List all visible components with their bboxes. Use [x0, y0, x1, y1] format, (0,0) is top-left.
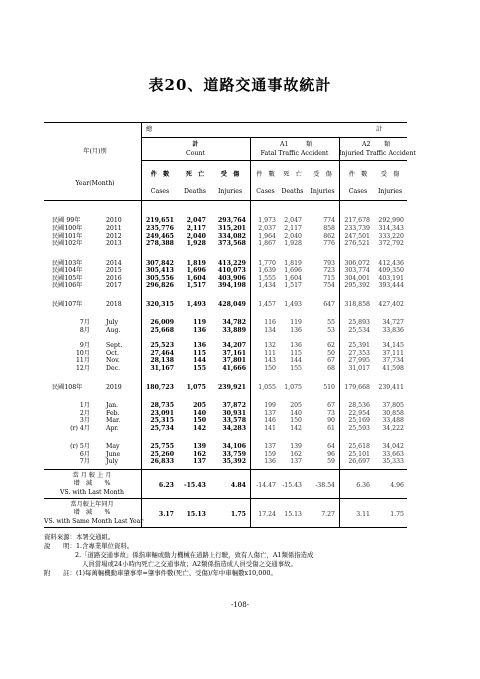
- row-label-en: 2016: [106, 275, 122, 282]
- table-cell: 1,075: [186, 384, 206, 391]
- table-cell: 25,668: [150, 327, 174, 334]
- row-label-zh: (r) 5月: [70, 443, 90, 450]
- table-cell: 413,229: [218, 260, 246, 267]
- compare-year-label-zh2: 增 減 %: [73, 509, 111, 516]
- header-a1: A1: [280, 141, 289, 148]
- table-cell: 754: [323, 282, 335, 289]
- table-cell: 34,106: [222, 443, 246, 450]
- table-cell: 1,770: [258, 260, 276, 267]
- row-label-en: Jan.: [106, 402, 119, 409]
- table-cell: 372,792: [378, 240, 404, 247]
- table-cell: 25,593: [348, 425, 370, 432]
- table-cell: 115: [290, 350, 302, 357]
- table-cell: 1,867: [258, 240, 276, 247]
- table-cell: 28,536: [348, 402, 370, 409]
- table-cell: 858: [323, 225, 335, 232]
- row-label-en: Apr.: [106, 425, 119, 432]
- header-total: 總: [146, 126, 153, 133]
- compare-year-label-zh1: 當月較上年同月: [70, 501, 114, 508]
- header-a2-en: Injuried Traffic Accident: [339, 150, 416, 157]
- compare-month-cell: 4.96: [390, 482, 404, 489]
- table-cell: 150: [290, 417, 302, 424]
- table-cell: 306,072: [344, 260, 370, 267]
- compare-month-cell: 6.36: [356, 482, 370, 489]
- table-cell: 155: [290, 365, 302, 372]
- row-label-en: 2012: [106, 233, 122, 240]
- table-cell: 25,169: [348, 417, 370, 424]
- table-cell: 1,696: [284, 267, 302, 274]
- row-label-en: Aug.: [106, 327, 121, 334]
- header-period-en: Year(Month): [75, 180, 115, 187]
- compare-year-cell: 3.17: [158, 511, 174, 518]
- table-cell: 33,663: [382, 451, 404, 458]
- subheader-zh-5: 受 傷: [313, 171, 332, 178]
- row-label-zh: 民國102年: [52, 240, 83, 247]
- header-a1-2: 類: [306, 141, 313, 148]
- table-cell: 37,111: [382, 350, 404, 357]
- table-cell: 410,073: [218, 267, 246, 274]
- table-cell: 62: [327, 342, 335, 349]
- subheader-zh-6: 件 數: [348, 171, 368, 178]
- note-attach-1: (1)每萬輛機動車肇事率=肇事件數(死亡、受傷)/年中車輛數x10,000。: [75, 569, 277, 577]
- table-cell: 320,315: [146, 301, 174, 308]
- row-label-zh: 3月: [79, 417, 90, 424]
- table-cell: 1,555: [258, 275, 276, 282]
- table-cell: 1,928: [186, 240, 206, 247]
- table-cell: 393,444: [378, 282, 404, 289]
- row-label-zh: 民國100年: [52, 225, 83, 232]
- table-cell: 305,556: [146, 275, 174, 282]
- table-cell: 33,488: [382, 417, 404, 424]
- table-cell: 68: [327, 365, 335, 372]
- row-label-en: 2014: [106, 260, 122, 267]
- table-cell: 73: [327, 410, 335, 417]
- table-cell: 334,082: [218, 233, 246, 240]
- subheader-zh-4: 死 亡: [283, 171, 302, 178]
- table-cell: 1,973: [258, 217, 276, 224]
- table-cell: 2,047: [284, 217, 302, 224]
- table-cell: 217,678: [344, 217, 370, 224]
- compare-month-cell: -15.43: [282, 482, 302, 489]
- table-cell: 26,697: [348, 458, 370, 465]
- table-cell: 25,755: [150, 443, 174, 450]
- table-cell: 139: [193, 443, 206, 450]
- table-cell: 116: [264, 319, 276, 326]
- table-cell: 37,801: [222, 357, 246, 364]
- table-cell: 2,040: [284, 233, 302, 240]
- subheader-en-2: Injuries: [217, 188, 243, 195]
- table-cell: 25,260: [150, 451, 174, 458]
- table-cell: 305,413: [146, 267, 174, 274]
- row-label-en: Oct.: [106, 350, 119, 357]
- table-cell: 292,990: [378, 217, 404, 224]
- table-cell: 249,465: [146, 233, 174, 240]
- table-cell: 162: [290, 451, 302, 458]
- table-cell: 35,333: [382, 458, 404, 465]
- row-label-zh: 12月: [75, 365, 90, 372]
- table-cell: 293,764: [218, 217, 246, 224]
- table-cell: 25,534: [348, 327, 370, 334]
- row-label-en: 2018: [106, 301, 122, 308]
- table-cell: 2,117: [186, 225, 206, 232]
- row-label-zh: 民國107年: [52, 301, 83, 308]
- table-cell: 333,220: [378, 233, 404, 240]
- table-cell: 28,735: [150, 402, 174, 409]
- subheader-en-6: Cases: [348, 188, 368, 195]
- table-cell: 30,858: [382, 410, 404, 417]
- table-cell: 647: [323, 301, 335, 308]
- row-label-en: 2011: [106, 225, 122, 232]
- table-cell: 1,696: [186, 267, 206, 274]
- table-cell: 34,782: [222, 319, 246, 326]
- row-label-zh: 民國103年: [52, 260, 83, 267]
- table-cell: 2,037: [258, 225, 276, 232]
- table-cell: 1,434: [258, 282, 276, 289]
- row-label-en: Feb.: [106, 410, 120, 417]
- table-cell: 67: [327, 357, 335, 364]
- table-cell: 136: [290, 327, 302, 334]
- page-title: 表20、道路交通事故統計: [148, 76, 332, 94]
- table-cell: 219,651: [146, 217, 174, 224]
- table-cell: 137: [193, 458, 206, 465]
- table-cell: 1,604: [186, 275, 206, 282]
- table-cell: 25,618: [348, 443, 370, 450]
- table-cell: 34,222: [382, 425, 404, 432]
- row-label-zh: 7月: [79, 319, 90, 326]
- table-cell: 137: [290, 458, 302, 465]
- header-a2-2: 類: [384, 141, 391, 148]
- table-cell: 276,521: [344, 240, 370, 247]
- compare-year-label-en: VS. with Same Month Last Year: [44, 518, 144, 525]
- subheader-en-5: Injuries: [310, 188, 335, 195]
- table-cell: 1,819: [186, 260, 206, 267]
- compare-year-cell: 1.75: [390, 511, 404, 518]
- table-cell: 409,350: [378, 267, 404, 274]
- notes: [44, 533, 313, 578]
- table-cell: 132: [264, 342, 276, 349]
- table-cell: 314,343: [378, 225, 404, 232]
- table-cell: 34,145: [382, 342, 404, 349]
- row-label-en: 2010: [106, 217, 122, 224]
- row-label-en: May: [106, 443, 120, 450]
- table-cell: 137: [264, 410, 276, 417]
- compare-year-cell: 15.13: [186, 511, 206, 518]
- compare-month-label-en: VS. with Last Month: [59, 489, 125, 496]
- table-cell: 33,836: [382, 327, 404, 334]
- compare-month-label-zh1: 當 月 較 上 月: [72, 472, 112, 479]
- table-cell: 150: [264, 365, 276, 372]
- row-label-en: June: [106, 451, 121, 458]
- header-total-count-zh: 計: [192, 141, 199, 148]
- table-cell: 142: [290, 425, 302, 432]
- row-label-zh: 民國 99年: [52, 217, 81, 224]
- table-cell: 119: [290, 319, 302, 326]
- table-cell: 427,402: [378, 301, 404, 308]
- table-cell: 25,523: [150, 342, 174, 349]
- table-cell: 1,517: [284, 282, 302, 289]
- table-cell: 119: [193, 319, 206, 326]
- subheader-en-3: Cases: [256, 188, 275, 195]
- table-cell: 2,117: [284, 225, 302, 232]
- table-cell: 304,001: [344, 275, 370, 282]
- row-label-en: July: [106, 458, 118, 465]
- table-cell: 27,995: [348, 357, 370, 364]
- table-cell: 1,928: [284, 240, 302, 247]
- table-cell: 146: [264, 417, 276, 424]
- table-cell: 134: [264, 327, 276, 334]
- note-explain-label: 說 明：: [44, 542, 76, 550]
- row-label-zh: 6月: [79, 451, 90, 458]
- table-cell: 1,075: [284, 384, 302, 391]
- table-cell: 150: [193, 417, 206, 424]
- compare-year-cell: 1.75: [230, 511, 246, 518]
- subheader-zh-0: 件 數: [150, 171, 170, 178]
- table-cell: 1,517: [186, 282, 206, 289]
- table-cell: 140: [193, 410, 206, 417]
- table-cell: 26,009: [150, 319, 174, 326]
- row-label-zh: 民國104年: [52, 267, 83, 274]
- table-cell: 136: [193, 342, 206, 349]
- table-cell: 179,668: [344, 384, 370, 391]
- table-cell: 26,833: [150, 458, 174, 465]
- header-a2: A2: [362, 141, 371, 148]
- row-label-zh: 民國108年: [52, 384, 83, 391]
- row-label-en: Dec.: [106, 365, 121, 372]
- row-label-zh: 10月: [75, 350, 90, 357]
- table-cell: 142: [193, 425, 206, 432]
- table-cell: 144: [290, 357, 302, 364]
- table-cell: 774: [323, 217, 335, 224]
- table-cell: 144: [193, 357, 206, 364]
- subheader-en-1: Deaths: [184, 188, 206, 195]
- header-total-count-en: Count: [186, 150, 205, 157]
- table-cell: 143: [264, 357, 276, 364]
- compare-year-cell: 3.11: [356, 511, 370, 518]
- table-cell: 31,167: [150, 365, 174, 372]
- table-cell: 53: [327, 327, 335, 334]
- table-cell: 235,776: [146, 225, 174, 232]
- table-cell: 862: [323, 233, 335, 240]
- table-cell: 33,759: [222, 451, 246, 458]
- table-cell: 140: [290, 410, 302, 417]
- table-cell: 90: [327, 417, 335, 424]
- table-cell: 136: [290, 342, 302, 349]
- table-cell: 34,727: [382, 319, 404, 326]
- table-cell: 115: [193, 350, 206, 357]
- compare-month-cell: 4.84: [230, 482, 246, 489]
- subheader-en-7: Injuries: [377, 188, 403, 195]
- row-label-zh: (r) 4月: [70, 425, 90, 432]
- row-label-en: 2015: [106, 267, 122, 274]
- row-label-en: 2017: [106, 282, 122, 289]
- table-cell: 155: [193, 365, 206, 372]
- table-cell: 96: [327, 451, 335, 458]
- table-cell: 510: [323, 384, 335, 391]
- table-cell: 296,826: [146, 282, 174, 289]
- table-cell: 239,411: [378, 384, 404, 391]
- table-cell: 55: [327, 319, 335, 326]
- table-cell: 25,315: [150, 417, 174, 424]
- compare-year-cell: 7.27: [321, 511, 335, 518]
- row-label-zh: 民國101年: [52, 233, 83, 240]
- row-label-zh: 8月: [79, 327, 90, 334]
- table-cell: 1,493: [284, 301, 302, 308]
- note-explain-1: 1.含專業單位資料。: [75, 542, 134, 550]
- row-label-zh: 7月: [79, 458, 90, 465]
- header-total-2: 計: [376, 126, 383, 133]
- table-cell: 394,198: [218, 282, 246, 289]
- table-cell: 247,501: [344, 233, 370, 240]
- table-cell: 50: [327, 350, 335, 357]
- table-cell: 318,858: [344, 301, 370, 308]
- note-source: 資料來源：本署交通組。: [44, 533, 115, 541]
- table-cell: 723: [323, 267, 335, 274]
- table-cell: 37,805: [382, 402, 404, 409]
- subheader-zh-1: 死 亡: [185, 171, 205, 178]
- table-cell: 373,568: [218, 240, 246, 247]
- subheader-en-4: Deaths: [281, 188, 304, 195]
- table-cell: 303,774: [344, 267, 370, 274]
- table-cell: 1,639: [258, 267, 276, 274]
- table-cell: 141: [264, 425, 276, 432]
- table-cell: 403,906: [218, 275, 246, 282]
- row-label-zh: 11月: [75, 357, 90, 364]
- table-cell: 403,191: [378, 275, 404, 282]
- subheader-en-0: Cases: [150, 188, 170, 195]
- table-cell: 37,734: [382, 357, 404, 364]
- row-label-en: 2013: [106, 240, 122, 247]
- header-a1-en: Fatal Traffic Accident: [260, 150, 329, 157]
- table-cell: 23,091: [150, 410, 174, 417]
- row-label-zh: 1月: [79, 402, 90, 409]
- table-cell: 2,040: [186, 233, 206, 240]
- note-attach-label: 附 註：: [44, 569, 76, 577]
- table-cell: 34,207: [222, 342, 246, 349]
- table-cell: 25,734: [150, 425, 174, 432]
- table-cell: 139: [290, 443, 302, 450]
- table-cell: 59: [327, 458, 335, 465]
- table-cell: 1,493: [186, 301, 206, 308]
- header-period-zh: 年(月)別: [83, 148, 107, 155]
- table-cell: 35,392: [222, 458, 246, 465]
- table-cell: 22,954: [348, 410, 370, 417]
- compare-month-cell: -15.43: [184, 482, 206, 489]
- compare-month-cell: -38.54: [315, 482, 335, 489]
- table-cell: 33,578: [222, 417, 246, 424]
- row-label-en: Sept.: [106, 342, 123, 349]
- table-cell: 136: [193, 327, 206, 334]
- table-cell: 37,872: [222, 402, 246, 409]
- table-cell: 64: [327, 443, 335, 450]
- row-label-zh: 9月: [79, 342, 90, 349]
- table-cell: 428,049: [218, 301, 246, 308]
- table-cell: 2,047: [186, 217, 206, 224]
- table-cell: 31,017: [348, 365, 370, 372]
- compare-month-label-zh2: 增 減 %: [73, 480, 111, 487]
- page-number: -108-: [230, 601, 250, 609]
- table-cell: 34,042: [382, 443, 404, 450]
- table-cell: 159: [264, 451, 276, 458]
- table-cell: 315,201: [218, 225, 246, 232]
- subheader-zh-7: 受 傷: [380, 171, 400, 178]
- table-cell: 1,819: [284, 260, 302, 267]
- table-cell: 41,598: [382, 365, 404, 372]
- row-label-zh: 民國105年: [52, 275, 83, 282]
- table-cell: 34,283: [222, 425, 246, 432]
- row-label-en: Mar.: [106, 417, 121, 424]
- table-cell: 1,055: [258, 384, 276, 391]
- table-cell: 137: [264, 443, 276, 450]
- table-cell: 28,138: [150, 357, 174, 364]
- table-cell: 162: [193, 451, 206, 458]
- note-explain-3: 人員當場或24小時內死亡之交通事故；A2類係指造成人員受傷之交通事故。: [82, 560, 297, 568]
- table-cell: 239,921: [218, 384, 246, 391]
- table-cell: 37,161: [222, 350, 246, 357]
- table-cell: 307,842: [146, 260, 174, 267]
- table-cell: 199: [264, 402, 276, 409]
- row-label-zh: 2月: [79, 410, 90, 417]
- table-cell: 412,436: [378, 260, 404, 267]
- table-cell: 793: [323, 260, 335, 267]
- table-cell: 205: [193, 402, 206, 409]
- table-cell: 61: [327, 425, 335, 432]
- table-cell: 25,101: [348, 451, 370, 458]
- row-label-en: July: [106, 319, 118, 326]
- table-cell: 295,392: [344, 282, 370, 289]
- table-cell: 25,391: [348, 342, 370, 349]
- table-cell: 67: [327, 402, 335, 409]
- table-cell: 205: [290, 402, 302, 409]
- table-cell: 1,604: [284, 275, 302, 282]
- table-cell: 41,666: [222, 365, 246, 372]
- table-cell: 30,931: [222, 410, 246, 417]
- table-cell: 27,353: [348, 350, 370, 357]
- subheader-zh-2: 受 傷: [220, 171, 240, 178]
- row-label-zh: 民國106年: [52, 282, 83, 289]
- table-cell: 136: [264, 458, 276, 465]
- note-explain-2: 2.「道路交通事故」係指車輛或動力機械在道路上行駛，致有人傷亡，A1類係指造成: [75, 551, 314, 559]
- table-cell: 27,464: [150, 350, 174, 357]
- table-cell: 33,889: [222, 327, 246, 334]
- table-cell: 111: [264, 350, 276, 357]
- row-label-en: 2019: [106, 384, 122, 391]
- compare-month-cell: 6.23: [158, 482, 174, 489]
- table-cell: 1,457: [258, 301, 276, 308]
- table-cell: 180,723: [146, 384, 174, 391]
- table-cell: 1,964: [258, 233, 276, 240]
- subheader-zh-3: 件 數: [256, 171, 275, 178]
- compare-month-cell: -14.47: [256, 482, 276, 489]
- compare-year-cell: 15.13: [284, 511, 302, 518]
- table-cell: 776: [323, 240, 335, 247]
- table-cell: 715: [323, 275, 335, 282]
- table-cell: 25,893: [348, 319, 370, 326]
- table-cell: 278,388: [146, 240, 174, 247]
- compare-year-cell: 17.24: [258, 511, 276, 518]
- row-label-en: Nov.: [106, 357, 120, 364]
- table-cell: 233,739: [344, 225, 370, 232]
